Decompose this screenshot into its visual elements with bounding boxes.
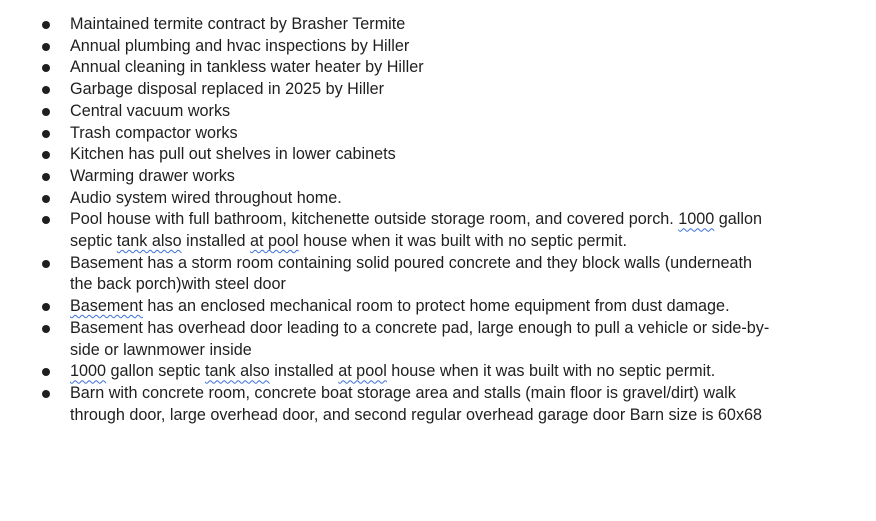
spellcheck-flagged-text[interactable]: Basement xyxy=(70,297,143,316)
list-item[interactable] xyxy=(0,123,876,145)
spellcheck-flagged-text[interactable]: at pool xyxy=(338,362,387,381)
list-item-text: Basement has a storm room containing solid poured concrete and they block walls (underneath the back porch)with steel door xyxy=(70,253,753,294)
list-item-text: Annual plumbing and hvac inspections by Hiller xyxy=(70,36,410,55)
spellcheck-flagged-text[interactable]: 1000 xyxy=(70,362,107,381)
list-item-text: house when it was built with no septic permit. xyxy=(298,232,627,251)
list-item[interactable] xyxy=(0,57,876,79)
bullet-dot-icon xyxy=(42,216,50,224)
bullet-dot-icon xyxy=(42,64,50,72)
bullet-list xyxy=(0,14,876,426)
list-item[interactable] xyxy=(0,101,876,123)
list-item-text: house when it was built with no septic permit. xyxy=(386,362,716,381)
list-item[interactable] xyxy=(0,188,876,210)
bullet-dot-icon xyxy=(42,325,50,333)
bullet-dot-icon xyxy=(42,151,50,159)
bullet-dot-icon xyxy=(42,130,50,138)
list-item-text: Maintained termite contract by Brasher Termite xyxy=(70,15,406,33)
bullet-dot-icon xyxy=(42,368,50,376)
list-item-text: installed xyxy=(269,362,339,381)
list-item[interactable] xyxy=(0,318,876,361)
list-item-text: Basement has overhead door leading to a concrete pad, large enough to pull a vehicle or side-by-side or lawnmower inside xyxy=(70,318,770,359)
list-item-text: installed xyxy=(181,232,250,251)
document-body xyxy=(0,14,876,426)
list-item[interactable] xyxy=(0,383,876,426)
bullet-dot-icon xyxy=(42,195,50,203)
spellcheck-flagged-text[interactable]: tank also xyxy=(205,362,270,381)
bullet-dot-icon xyxy=(42,260,50,268)
list-item-text: Warming drawer works xyxy=(70,166,235,185)
list-item-text: Central vacuum works xyxy=(70,101,231,120)
list-item-text: Kitchen has pull out shelves in lower cabinets xyxy=(70,145,396,164)
list-item[interactable] xyxy=(0,361,876,383)
list-item-text: Audio system wired throughout home. xyxy=(70,188,342,207)
list-item[interactable] xyxy=(0,79,876,101)
list-item[interactable] xyxy=(0,209,876,252)
list-item-text: gallon septic xyxy=(70,210,762,251)
list-item[interactable] xyxy=(0,253,876,296)
list-item-text: has an enclosed mechanical room to protect home equipment from dust damage. xyxy=(142,297,730,316)
list-item[interactable] xyxy=(0,36,876,58)
list-item-text: Trash compactor works xyxy=(70,123,238,142)
bullet-dot-icon xyxy=(42,108,50,116)
list-item[interactable] xyxy=(0,166,876,188)
bullet-dot-icon xyxy=(42,303,50,311)
list-item-text: Annual cleaning in tankless water heater by Hiller xyxy=(70,58,424,77)
bullet-dot-icon xyxy=(42,43,50,51)
list-item-text: gallon septic xyxy=(106,362,205,381)
list-item-text: Garbage disposal replaced in 2025 by Hiller xyxy=(70,80,385,99)
spellcheck-flagged-text[interactable]: tank also xyxy=(116,232,182,251)
list-item[interactable] xyxy=(0,144,876,166)
bullet-dot-icon xyxy=(42,86,50,94)
list-item[interactable] xyxy=(0,14,876,36)
bullet-dot-icon xyxy=(42,21,50,29)
bullet-dot-icon xyxy=(42,173,50,181)
list-item[interactable] xyxy=(0,296,876,318)
bullet-dot-icon xyxy=(42,390,50,398)
list-item-text: Pool house with full bathroom, kitchenette outside storage room, and covered porch. xyxy=(70,210,679,229)
spellcheck-flagged-text[interactable]: at pool xyxy=(249,232,299,251)
list-item-text: Barn with concrete room, concrete boat storage area and stalls (main floor is gravel/dirt) walk through door, large overhead door, and second regular overhead garage door Barn size is 60x68 xyxy=(70,383,763,424)
spellcheck-flagged-text[interactable]: 1000 xyxy=(678,210,715,229)
